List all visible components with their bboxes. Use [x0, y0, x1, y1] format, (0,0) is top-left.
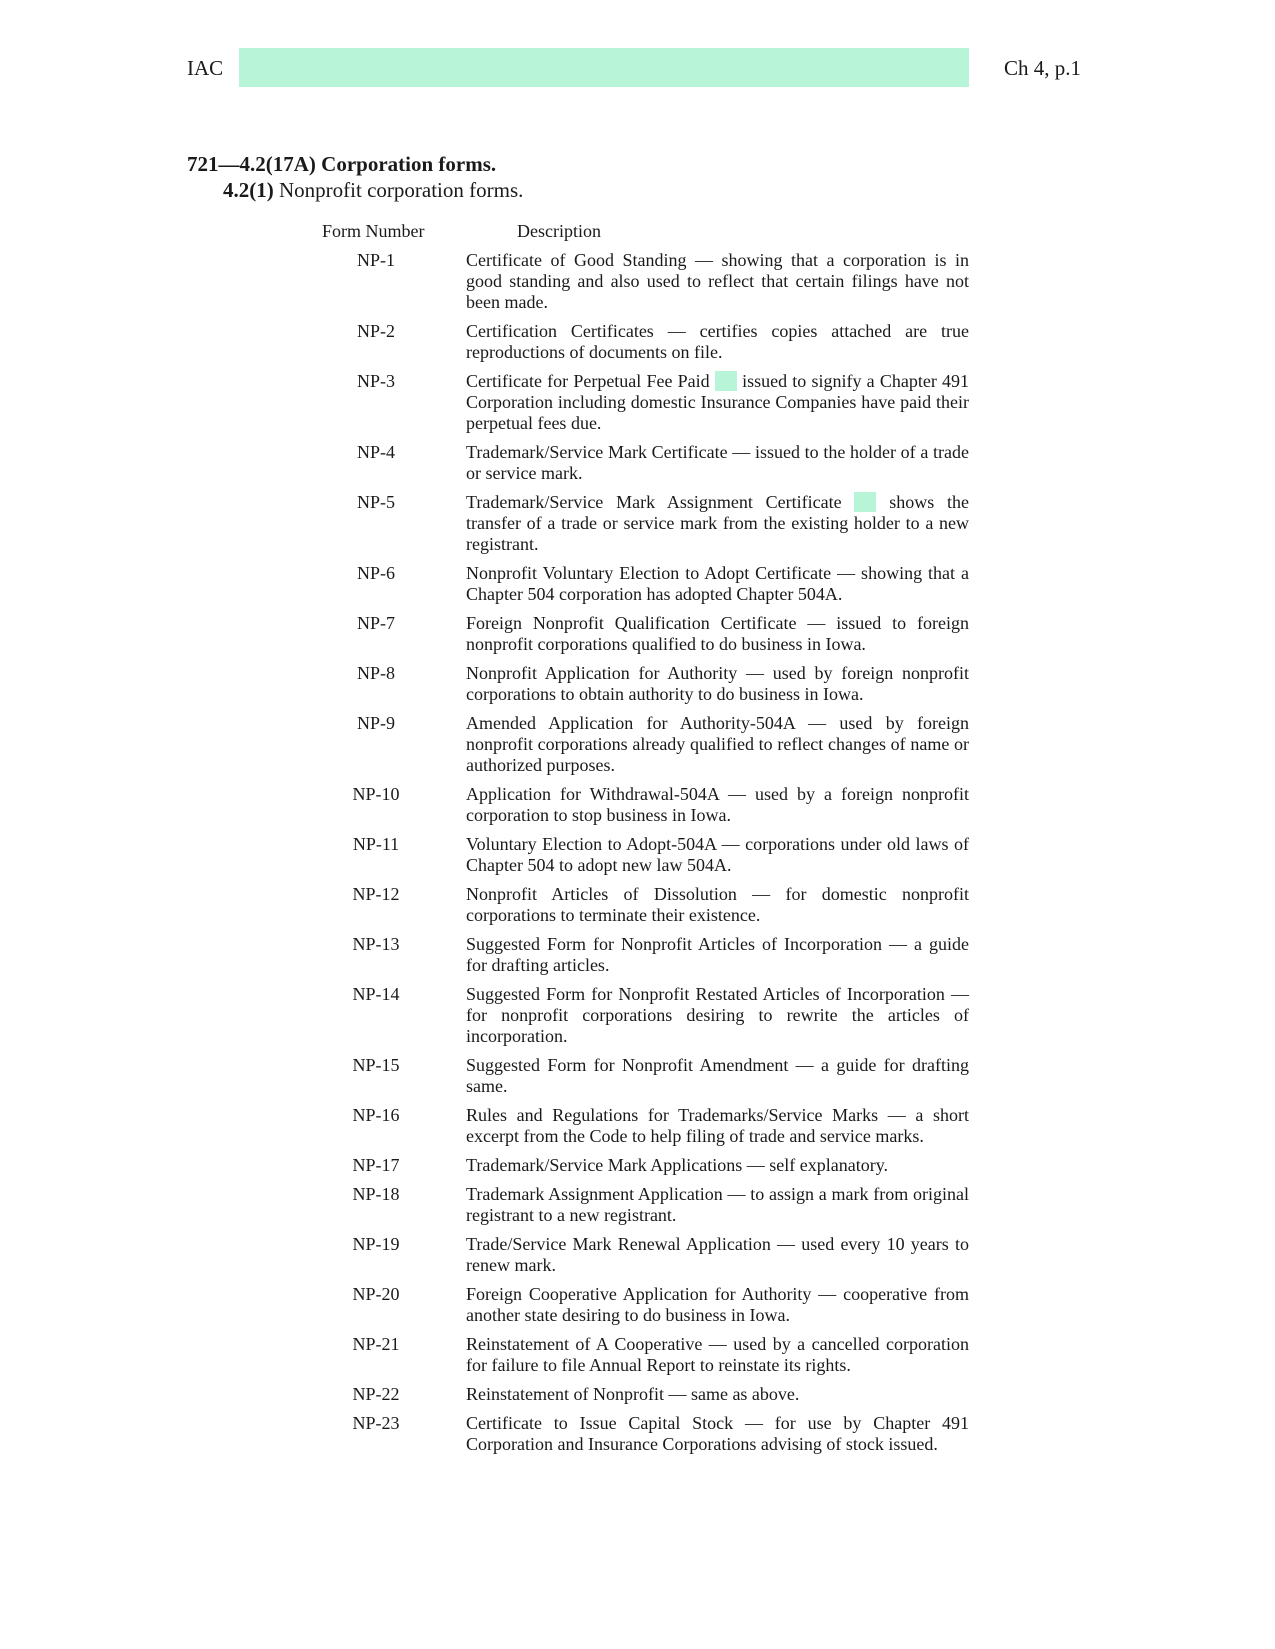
form-description: Trade/Service Mark Renewal Application — used every 10 years to renew mark.: [466, 1234, 969, 1275]
table-row: [322, 492, 1002, 555]
form-description: Certification Certificates — certifies copies attached are true reproductions of documents on file.: [466, 321, 969, 362]
table-row: [322, 1384, 1002, 1405]
table-row: [322, 442, 1002, 484]
form-description: Trademark/Service Mark Applications — self explanatory.: [466, 1155, 889, 1175]
form-description: Certificate to Issue Capital Stock — for use by Chapter 491 Corporation and Insurance Corporations advising of stock issued.: [466, 1413, 969, 1454]
form-description: Suggested Form for Nonprofit Restated Articles of Incorporation — for nonprofit corporations desiring to rewrite the articles of incorporation.: [466, 984, 969, 1046]
form-description: Nonprofit Voluntary Election to Adopt Certificate — showing that a Chapter 504 corporation has adopted Chapter 504A.: [466, 563, 969, 604]
form-number: NP-1: [356, 250, 395, 270]
column-header-form-number: Form Number: [322, 221, 425, 241]
form-number: NP-10: [352, 784, 400, 804]
table-row: [322, 1055, 1002, 1097]
table-row: [322, 1334, 1002, 1376]
table-row: [322, 1155, 1002, 1176]
subrule-number: 4.2(1): [223, 178, 274, 202]
subrule-text: Nonprofit corporation forms.: [279, 178, 524, 202]
table-row: [322, 613, 1002, 655]
form-number: NP-12: [352, 884, 400, 904]
table-row: [322, 1234, 1002, 1276]
form-number: NP-19: [352, 1234, 400, 1254]
form-description: Trademark Assignment Application — to assign a mark from original registrant to a new registrant.: [466, 1184, 969, 1225]
table-row: [322, 563, 1002, 605]
table-row: [322, 1105, 1002, 1147]
table-row: [322, 321, 1002, 363]
form-number: NP-5: [356, 492, 395, 512]
form-number: NP-21: [352, 1334, 400, 1354]
form-description: Reinstatement of Nonprofit — same as above.: [466, 1384, 800, 1404]
highlight-mark: —: [856, 492, 875, 512]
form-description-part: shows the transfer of a trade or service mark from the existing holder to a new registrant.: [466, 492, 970, 554]
form-number: NP-18: [352, 1184, 400, 1204]
table-row: [322, 834, 1002, 876]
form-description: Certificate of Good Standing — showing that a corporation is in good standing and also used to reflect that certain filings have not been made.: [466, 250, 969, 312]
form-description: [466, 492, 969, 555]
form-number: NP-2: [356, 321, 395, 341]
form-description: [466, 371, 969, 434]
table-row: [322, 371, 1002, 434]
form-description: Reinstatement of A Cooperative — used by a cancelled corporation for failure to file Annual Report to reinstate its rights.: [466, 1334, 969, 1375]
form-number: NP-22: [352, 1384, 400, 1404]
form-number: NP-13: [352, 934, 400, 954]
form-number: NP-23: [352, 1413, 400, 1433]
form-description: Foreign Nonprofit Qualification Certificate — issued to foreign nonprofit corporations qualified to do business in Iowa.: [466, 613, 969, 654]
form-number: NP-11: [352, 834, 400, 854]
form-number: NP-16: [352, 1105, 400, 1125]
table-row: [322, 934, 1002, 976]
form-description: Application for Withdrawal-504A — used by a foreign nonprofit corporation to stop business in Iowa.: [466, 784, 969, 825]
table-row: [322, 1184, 1002, 1226]
page-header: [0, 0, 1275, 100]
form-number: NP-3: [356, 371, 395, 391]
form-description: Suggested Form for Nonprofit Amendment — a guide for drafting same.: [466, 1055, 969, 1096]
table-row: [322, 663, 1002, 705]
form-number: NP-7: [356, 613, 395, 633]
form-number: NP-17: [352, 1155, 400, 1175]
form-number: NP-4: [356, 442, 395, 462]
table-row: [322, 1284, 1002, 1326]
form-description-part: issued to signify a Chapter 491 Corporation including domestic Insurance Companies have paid their perpetual fees due.: [466, 371, 970, 433]
form-number: NP-6: [356, 563, 395, 583]
form-description: Nonprofit Application for Authority — used by foreign nonprofit corporations to obtain authority to do business in Iowa.: [466, 663, 969, 704]
table-row: [322, 884, 1002, 926]
form-number: NP-9: [356, 713, 395, 733]
form-description: Nonprofit Articles of Dissolution — for domestic nonprofit corporations to terminate their existence.: [466, 884, 969, 925]
form-description: Rules and Regulations for Trademarks/Service Marks — a short excerpt from the Code to help filing of trade and service marks.: [466, 1105, 969, 1146]
form-number: NP-14: [352, 984, 400, 1004]
table-row: [322, 984, 1002, 1047]
table-row: [322, 784, 1002, 826]
form-description-part: Certificate for Perpetual Fee Paid: [466, 371, 710, 391]
form-number: NP-20: [352, 1284, 400, 1304]
subrule-title: [223, 178, 523, 203]
header-left-code: IAC: [187, 56, 224, 80]
rule-title: 721—4.2(17A) Corporation forms.: [187, 152, 497, 176]
forms-table: [322, 250, 1002, 1463]
highlight-mark: —: [716, 371, 735, 391]
form-description: Voluntary Election to Adopt-504A — corporations under old laws of Chapter 504 to adopt new law 504A.: [466, 834, 969, 875]
table-row: [322, 1413, 1002, 1455]
header-highlight-bar: [239, 48, 969, 87]
form-description: Suggested Form for Nonprofit Articles of Incorporation — a guide for drafting articles.: [466, 934, 969, 975]
column-header-description: Description: [517, 221, 601, 241]
form-description: Trademark/Service Mark Certificate — issued to the holder of a trade or service mark.: [466, 442, 969, 483]
header-page-number: Ch 4, p.1: [1004, 56, 1082, 80]
form-number: NP-8: [356, 663, 395, 683]
form-number: NP-15: [352, 1055, 400, 1075]
table-row: [322, 250, 1002, 313]
form-description: Foreign Cooperative Application for Authority — cooperative from another state desiring to do business in Iowa.: [466, 1284, 969, 1325]
table-row: [322, 713, 1002, 776]
form-description-part: Trademark/Service Mark Assignment Certificate: [466, 492, 842, 512]
form-description: Amended Application for Authority-504A — used by foreign nonprofit corporations already qualified to reflect changes of name or authorized purposes.: [466, 713, 969, 775]
